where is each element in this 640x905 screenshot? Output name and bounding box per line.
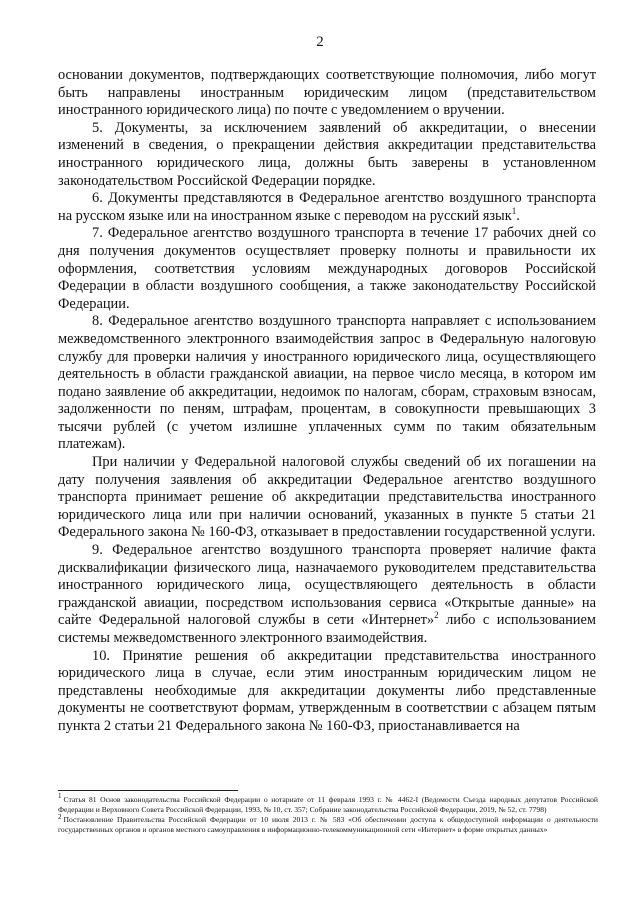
paragraph-6-text: 6. Документы представляются в Федеральное агентство воздушного транспорта на русском языке или на иностранном языке с переводом на русский язык — [58, 190, 596, 224]
paragraph-8-continued: При наличии у Федеральной налоговой службы сведений об их погашении на дату получения заявления об аккредитации Федеральное агентство воздушного транспорта принимает решение об аккредитации представительства иностранного юридического лица или при наличии оснований, указанных в пункте 5 статьи 21 Федерального закона № 160-ФЗ, отказывает в предоставлении государственной услуги. — [58, 454, 596, 541]
paragraph-7: 7. Федеральное агентство воздушного транспорта в течение 17 рабочих дней со дня получения документов осуществляет проверку полноты и правильности их оформления, соответствия условиям международных договоров Российской Федерации в области воздушного сообщения, а также законодательству Российской Федерации. — [58, 225, 596, 312]
paragraph-5: 5. Документы, за исключением заявлений об аккредитации, о внесении изменений в сведения, о прекращении действия аккредитации представительства иностранного юридического лица, должны быть заверены в установленном законодательством Российской Федерации порядке. — [58, 119, 596, 189]
footnote-2-text: Постановление Правительства Российской Федерации от 10 июля 2013 г. № 583 «Об обеспечении доступа к общедоступной информации о деятельности государственных органов и органов местного самоуправления в информационно-телекоммуникационной сети «Интернет» в форме открытых данных» — [58, 815, 598, 834]
footnote-1-text: Статья 81 Основ законодательства Российской Федерации о нотариате от 11 февраля 1993 г. № 4462-I (Ведомости Съезда народных депутатов Российской Федерации и Верховного Совета Российской Федерации, 1993, № 10, ст. 357; Собрание законодательства Российской Федерации, 2019, № 52, ст. 7798) — [58, 795, 598, 814]
paragraph-8: 8. Федеральное агентство воздушного транспорта направляет с использованием межведомственного электронного взаимодействия запрос в Федеральную налоговую службу для проверки наличия у иностранного юридического лица, осуществляющего деятельность в области гражданской авиации, на первое число месяца, в котором им подано заявление об аккредитации, недоимок по налогам, сборам, страховым взносам, задолженности по пеням, штрафам, процентам, в совокупности превышающих 3 тысячи рублей (с учетом излишне уплаченных сумм по таким обязательным платежам). — [58, 313, 596, 453]
paragraph-9 — [58, 542, 596, 648]
footnote-mark-1: 1 — [58, 792, 62, 801]
page-number: 2 — [316, 34, 324, 50]
footnote-2 — [58, 812, 598, 834]
paragraph-9-text: 9. Федеральное агентство воздушного транспорта проверяет наличие факта дисквалификации физического лица, назначаемого руководителем представительства иностранного юридического лица, осуществляющего деятельность в области гражданской авиации, посредством использования сервиса «Открытые данные» на сайте Федеральной налоговой службы в сети «Интернет» — [58, 542, 596, 629]
paragraph-10: 10. Принятие решения об аккредитации представительства иностранного юридического лица в случае, если этим иностранным юридическим лицом не представлены необходимые для аккредитации документы либо представленные документы не соответствуют формам, утвержденным в соответствии с абзацем пятым пункта 2 статьи 21 Федерального закона № 160-ФЗ, приостанавливается на — [58, 647, 596, 734]
footnote-1 — [58, 792, 598, 814]
footnote-mark-2: 2 — [58, 812, 62, 821]
footnotes — [58, 792, 598, 835]
footnote-separator — [58, 790, 238, 791]
footnote-ref-2: 2 — [434, 610, 439, 621]
document-body — [58, 67, 596, 736]
paragraph-9-tail: либо с использованием системы межведомственного электронного взаимодействия. — [58, 612, 596, 646]
paragraph-continuation: основании документов, подтверждающих соответствующие полномочия, либо могут быть направлены иностранным юридическим лицом (представительством иностранного юридического лица) по почте с уведомлением о вручении. — [58, 67, 596, 119]
footnote-ref-1: 1 — [511, 205, 517, 216]
paragraph-6: 6. Документы представляются в Федеральное агентство воздушного транспорта на русском языке или на иностранном языке с переводом на русский язык$^1$. — [58, 190, 596, 224]
